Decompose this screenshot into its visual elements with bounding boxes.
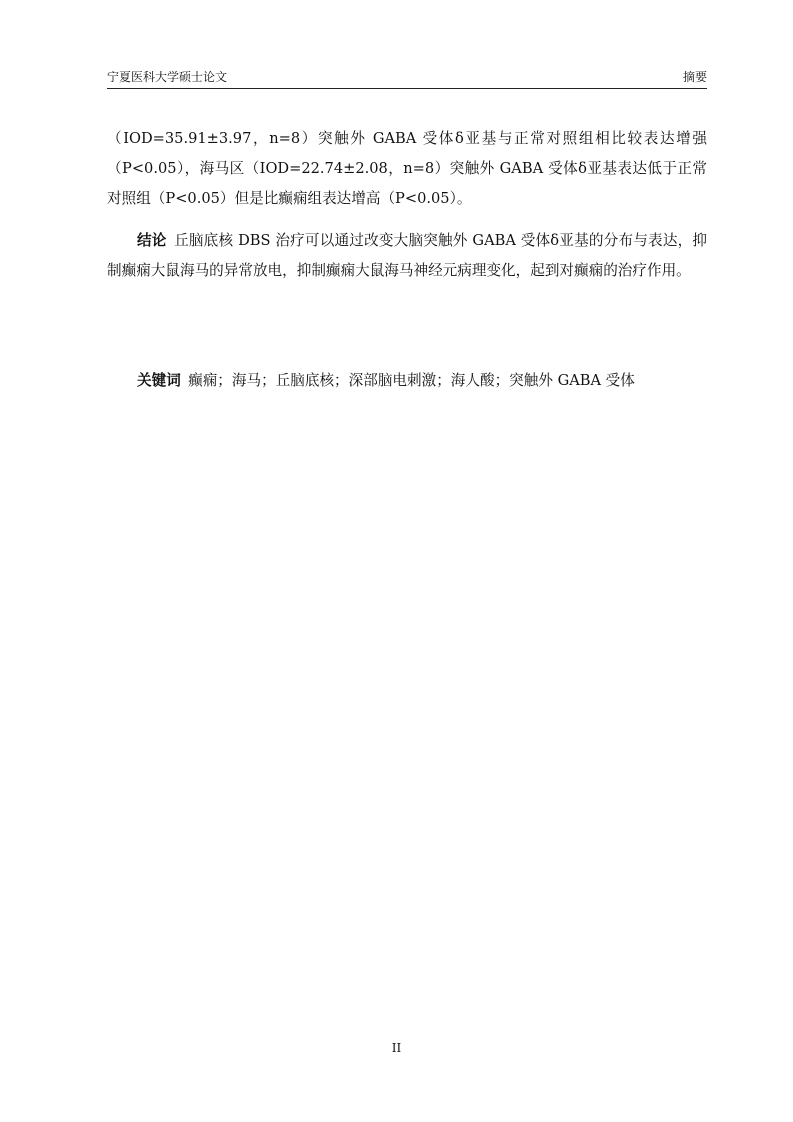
conclusion-paragraph xyxy=(107,226,707,286)
results-paragraph: （IOD=35.91±3.97，n=8）突触外 GABA 受体δ亚基与正常对照组相比较表达增强（P<0.05），海马区（IOD=22.74±2.08，n=8）突触外 GABA 受体δ亚基表达低于正常对照组（P<0.05）但是比癫痫组表达增高（P<0.05）。 xyxy=(107,130,707,207)
header-divider xyxy=(107,88,707,89)
keywords-paragraph xyxy=(107,366,707,396)
page-number: II xyxy=(391,1041,402,1055)
page-header xyxy=(107,68,707,86)
keywords-label: 关键词 xyxy=(137,372,181,389)
header-thesis-title: 宁夏医科大学硕士论文 xyxy=(107,70,228,84)
conclusion-label: 结论 xyxy=(137,232,167,249)
conclusion-text: 丘脑底核 DBS 治疗可以通过改变大脑突触外 GABA 受体δ亚基的分布与表达，抑制癫痫大鼠海马的异常放电，抑制癫痫大鼠海马神经元病理变化，起到对癫痫的治疗作用。 xyxy=(107,232,707,279)
keywords-text: 癫痫；海马；丘脑底核；深部脑电刺激；海人酸；突触外 GABA 受体 xyxy=(188,372,635,389)
header-section-title: 摘要 xyxy=(682,70,707,84)
